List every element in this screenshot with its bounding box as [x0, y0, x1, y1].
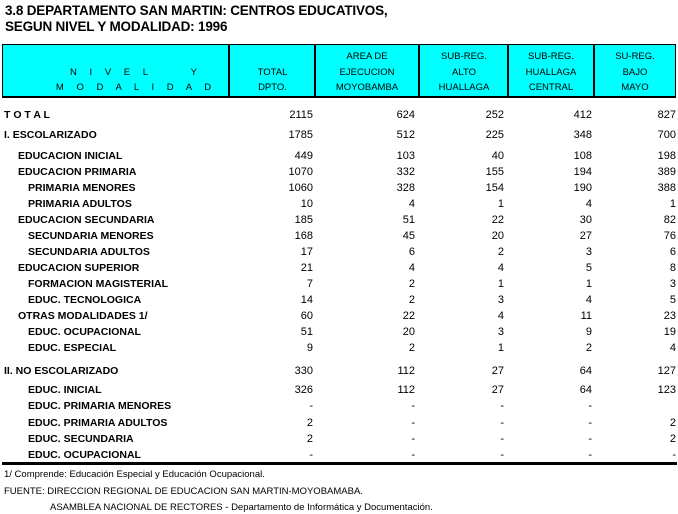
cell-value: 4 [585, 294, 592, 306]
header-moyobamba [316, 45, 418, 96]
header-text: HUALLAGA [525, 67, 577, 78]
cell-value: 4 [497, 262, 504, 274]
cell-value: 51 [300, 326, 313, 338]
cell-value: 22 [491, 214, 504, 226]
row-label: SECUNDARIA ADULTOS [28, 246, 150, 258]
table-row [0, 292, 678, 308]
cell-value: - [588, 449, 592, 461]
cell-value: 2 [585, 342, 592, 354]
row-label: T O T A L [4, 109, 50, 121]
table-title-line-1: 3.8 DEPARTAMENTO SAN MARTIN: CENTROS EDUCATIVOS, [5, 3, 388, 18]
cell-value: - [672, 449, 676, 461]
cell-value: 3 [497, 326, 504, 338]
cell-value: 225 [485, 129, 504, 141]
row-label: EDUC. SECUNDARIA [28, 433, 134, 445]
cell-value: - [411, 417, 415, 429]
cell-value: - [411, 433, 415, 445]
row-label: EDUC. OCUPACIONAL [28, 326, 141, 338]
cell-value: 112 [397, 384, 415, 396]
header-text: SU-REG. [615, 51, 655, 62]
cell-value: - [500, 417, 504, 429]
table-header [2, 44, 676, 98]
footnote: 1/ Comprende: Educación Especial y Educación Ocupacional. [4, 469, 265, 480]
cell-value: 10 [300, 198, 313, 210]
cell-value: - [588, 433, 592, 445]
cell-value: 1 [585, 278, 592, 290]
cell-value: 1060 [288, 182, 313, 194]
cell-value: 64 [579, 384, 592, 396]
header-text: SUB-REG. [528, 51, 574, 62]
cell-value: 700 [657, 129, 676, 141]
header-text: BAJO [622, 67, 648, 78]
cell-value: 1070 [288, 166, 313, 178]
table-row [0, 363, 678, 379]
cell-value: 20 [491, 230, 504, 242]
header-text: ALTO [452, 67, 476, 78]
cell-value: 330 [294, 365, 313, 377]
cell-value: 7 [306, 278, 313, 290]
cell-value: 332 [396, 166, 415, 178]
cell-value: 60 [300, 310, 313, 322]
cell-value: 2 [306, 417, 313, 429]
cell-value: 9 [306, 342, 313, 354]
row-label: EDUC. ESPECIAL [28, 342, 117, 354]
table-row [0, 260, 678, 276]
cell-value: 2 [408, 294, 415, 306]
cell-value: 388 [657, 182, 676, 194]
table-row [0, 164, 678, 180]
cell-value: 2115 [289, 109, 313, 121]
row-label: EDUC. OCUPACIONAL [28, 449, 141, 461]
cell-value: 27 [579, 230, 592, 242]
header-alto-huallaga [420, 45, 508, 96]
cell-value: 64 [579, 365, 592, 377]
header-nivel-modalidad [3, 45, 229, 96]
header-text: MAYO [621, 82, 649, 93]
cell-value: 155 [485, 166, 504, 178]
cell-value: 4 [408, 262, 415, 274]
row-label: EDUC. PRIMARIA ADULTOS [28, 417, 168, 429]
header-text: M O D A L I D A D [55, 82, 217, 93]
cell-value: 11 [580, 310, 592, 322]
cell-value: 512 [396, 129, 415, 141]
row-label: EDUCACION SECUNDARIA [18, 214, 155, 226]
row-label: EDUCACION INICIAL [18, 150, 123, 162]
header-text: AREA DE [346, 51, 388, 62]
cell-value: - [500, 449, 504, 461]
source-note: FUENTE: DIRECCION REGIONAL DE EDUCACION SAN MARTIN-MOYOBAMABA. [4, 486, 363, 497]
cell-value: - [500, 400, 504, 412]
row-label: EDUC. PRIMARIA MENORES [28, 400, 172, 412]
cell-value: 6 [408, 246, 415, 258]
cell-value: 17 [300, 246, 313, 258]
cell-value: 30 [579, 214, 592, 226]
cell-value: 45 [402, 230, 415, 242]
cell-value: 112 [397, 365, 415, 377]
cell-value: 3 [669, 278, 676, 290]
cell-value: 2 [408, 278, 415, 290]
cell-value: 2 [497, 246, 504, 258]
cell-value: - [411, 449, 415, 461]
cell-value: 22 [402, 310, 415, 322]
header-huallaga-central [509, 45, 593, 96]
table-row [0, 127, 678, 143]
row-label: EDUCACION PRIMARIA [18, 166, 137, 178]
table-row [0, 340, 678, 356]
row-label: SECUNDARIA MENORES [28, 230, 154, 242]
table-row [0, 148, 678, 164]
cell-value: 127 [657, 365, 676, 377]
header-text: EJECUCION [339, 67, 395, 78]
row-label: EDUC. INICIAL [28, 384, 102, 396]
cell-value: 103 [396, 150, 415, 162]
row-label: OTRAS MODALIDADES 1/ [18, 310, 148, 322]
table-row [0, 196, 678, 212]
cell-value: 3 [497, 294, 504, 306]
table-row [0, 431, 678, 447]
cell-value: 1785 [288, 129, 313, 141]
cell-value: 40 [491, 150, 504, 162]
row-label: EDUC. TECNOLOGICA [28, 294, 142, 306]
table-row [0, 398, 678, 414]
table-row [0, 180, 678, 196]
cell-value: 449 [294, 150, 313, 162]
cell-value: 2 [408, 342, 415, 354]
cell-value: 827 [657, 109, 676, 121]
header-text: HUALLAGA [438, 82, 490, 93]
cell-value: 348 [573, 129, 592, 141]
cell-value: 624 [396, 109, 415, 121]
row-label: FORMACION MAGISTERIAL [28, 278, 168, 290]
cell-value: 328 [396, 182, 415, 194]
cell-value: 168 [294, 230, 313, 242]
table-row [0, 212, 678, 228]
table-row [0, 382, 678, 398]
cell-value: 4 [497, 310, 504, 322]
cell-value: 326 [294, 384, 313, 396]
cell-value: - [411, 400, 415, 412]
cell-value: 185 [294, 214, 313, 226]
header-bajo-mayo [595, 45, 675, 96]
row-label: I. ESCOLARIZADO [4, 129, 97, 141]
cell-value: 82 [663, 214, 676, 226]
cell-value: 51 [402, 214, 415, 226]
row-label: PRIMARIA MENORES [28, 182, 136, 194]
table-bottom-rule [2, 462, 677, 465]
header-total-dpto [230, 45, 315, 96]
table-title-line-2: SEGUN NIVEL Y MODALIDAD: 1996 [5, 19, 228, 34]
table-row [0, 447, 678, 463]
cell-value: 1 [669, 198, 676, 210]
cell-value: - [309, 400, 313, 412]
cell-value: 3 [585, 246, 592, 258]
cell-value: 4 [669, 342, 676, 354]
cell-value: 1 [497, 278, 504, 290]
header-text: MOYOBAMBA [335, 82, 399, 93]
table-row [0, 324, 678, 340]
cell-value: 27 [491, 365, 504, 377]
cell-value: 2 [669, 433, 676, 445]
cell-value: 6 [669, 246, 676, 258]
header-text: TOTAL [257, 67, 288, 78]
cell-value: 76 [663, 230, 676, 242]
row-label: EDUCACION SUPERIOR [18, 262, 140, 274]
cell-value: 2 [306, 433, 313, 445]
cell-value: 1 [497, 342, 504, 354]
cell-value: 389 [657, 166, 676, 178]
cell-value: 14 [300, 294, 313, 306]
table-row [0, 276, 678, 292]
header-text: CENTRAL [528, 82, 574, 93]
cell-value: 123 [657, 384, 676, 396]
cell-value: 19 [663, 326, 676, 338]
table-row [0, 228, 678, 244]
cell-value: 194 [573, 166, 592, 178]
table-row [0, 308, 678, 324]
cell-value: 23 [663, 310, 676, 322]
row-label: PRIMARIA ADULTOS [28, 198, 132, 210]
row-label: II. NO ESCOLARIZADO [4, 365, 119, 377]
cell-value: 198 [657, 150, 676, 162]
cell-value: - [588, 400, 592, 412]
cell-value: 9 [585, 326, 592, 338]
table-row [0, 244, 678, 260]
cell-value: - [500, 433, 504, 445]
cell-value: 5 [585, 262, 592, 274]
table-row [0, 107, 678, 123]
cell-value: 412 [573, 109, 592, 121]
cell-value: 21 [300, 262, 313, 274]
cell-value: 108 [573, 150, 592, 162]
header-text: N I V E L Y [69, 67, 203, 78]
cell-value: 1 [497, 198, 504, 210]
credit-note: ASAMBLEA NACIONAL DE RECTORES - Departamento de Informática y Documentación. [50, 502, 433, 513]
cell-value: 27 [491, 384, 504, 396]
header-text: SUB-REG. [441, 51, 487, 62]
header-text: DPTO. [258, 82, 287, 93]
cell-value: 2 [669, 417, 676, 429]
table-row [0, 415, 678, 431]
cell-value: 20 [402, 326, 415, 338]
cell-value: 8 [669, 262, 676, 274]
cell-value: 252 [485, 109, 504, 121]
cell-value: 190 [573, 182, 592, 194]
cell-value: 154 [485, 182, 504, 194]
cell-value: 4 [408, 198, 415, 210]
cell-value: 5 [669, 294, 676, 306]
cell-value: - [309, 449, 313, 461]
cell-value: 4 [585, 198, 592, 210]
cell-value: - [588, 417, 592, 429]
